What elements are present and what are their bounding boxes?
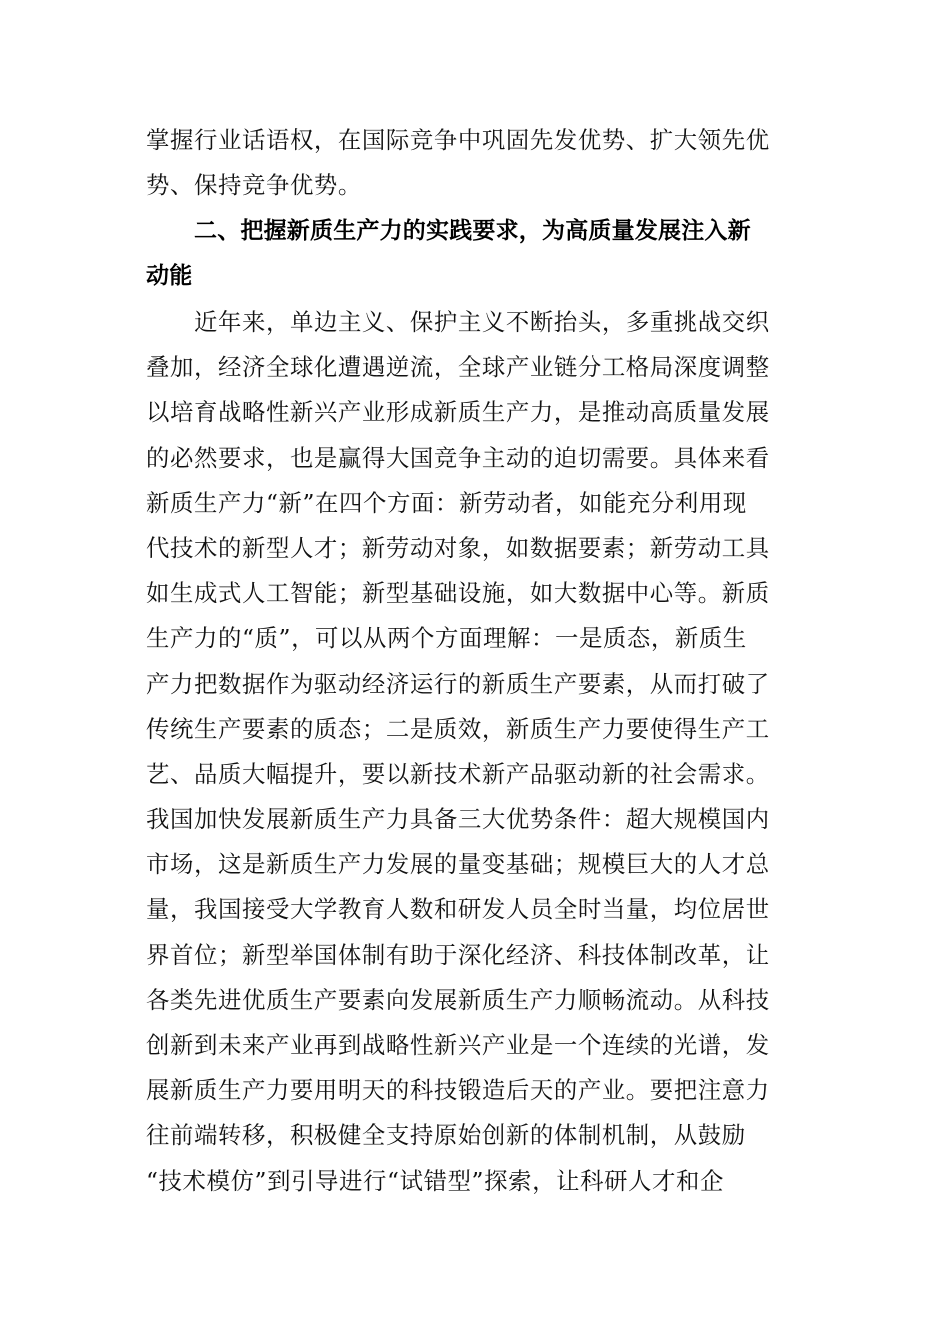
paragraph-line: 往前端转移，积极健全支持原始创新的体制机制，从鼓励 [146,1121,746,1150]
paragraph-line: 势、保持竞争优势。 [146,171,362,200]
paragraph-line: 展新质生产力要用明天的科技锻造后天的产业。要把注意力 [146,1076,770,1105]
paragraph-line: 掌握行业话语权，在国际竞争中巩固先发优势、扩大领先优 [146,126,770,154]
paragraph-line: 代技术的新型人才；新劳动对象，如数据要素；新劳动工具 [146,533,770,562]
paragraph-line: 量，我国接受大学教育人数和研发人员全时当量，均位居世 [146,895,770,924]
paragraph-line: 新质生产力“新”在四个方面：新劳动者，如能充分利用现 [146,488,747,517]
section-heading [146,209,816,299]
paragraph-line: 以培育战略性新兴产业形成新质生产力，是推动高质量发展 [146,398,770,427]
paragraph-line: 艺、品质大幅提升，要以新技术新产品驱动新的社会需求。 [146,759,770,788]
heading-line: 二、把握新质生产力的实践要求，为高质量发展注入新 [194,218,751,244]
continuation-paragraph [146,118,816,208]
paragraph-line: 产力把数据作为驱动经济运行的新质生产要素，从而打破了 [146,669,770,698]
paragraph-line: “技术模仿”到引导进行“试错型”探索，让科研人才和企 [146,1166,725,1195]
paragraph-line: 我国加快发展新质生产力具备三大优势条件：超大规模国内 [146,805,770,834]
paragraph-line: 如生成式人工智能；新型基础设施，如大数据中心等。新质 [146,579,770,608]
paragraph-line: 近年来，单边主义、保护主义不断抬头，多重挑战交织 [194,308,770,336]
paragraph-line: 市场，这是新质生产力发展的量变基础；规模巨大的人才总 [146,850,770,879]
paragraph-line: 生产力的“质”，可以从两个方面理解：一是质态，新质生 [146,624,747,653]
paragraph-line: 创新到未来产业再到战略性新兴产业是一个连续的光谱，发 [146,1031,770,1059]
body-paragraph [146,300,816,1204]
paragraph-line: 界首位；新型举国体制有助于深化经济、科技体制改革，让 [146,940,770,969]
heading-line: 动能 [146,263,193,290]
paragraph-line: 传统生产要素的质态；二是质效，新质生产力要使得生产工 [146,714,770,743]
paragraph-line: 各类先进优质生产要素向发展新质生产力顺畅流动。从科技 [146,985,770,1014]
paragraph-line: 叠加，经济全球化遭遇逆流，全球产业链分工格局深度调整 [146,353,770,382]
paragraph-line: 的必然要求，也是赢得大国竞争主动的迫切需要。具体来看 [146,443,770,472]
